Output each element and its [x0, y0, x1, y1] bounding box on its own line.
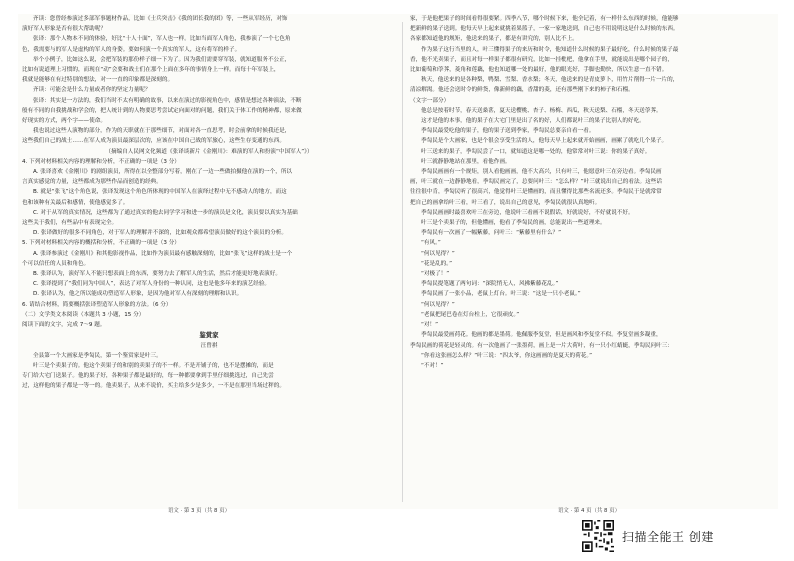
left-page-line: 专门给大宅门送果子。他的果子好，各种果子都是最好的，每一种都要拿到手里仔细挑选过，自己先尝 — [22, 373, 274, 380]
right-page-line: 季匋民画了一张小品，老鼠上灯台。叶三说：“这是一只小老鼠。” — [421, 291, 581, 298]
right-page-line: 叶三送来的果子，季匋民尝了一口，就知道这是哪一处的，他常常对叶三说：你的果子真好。 — [421, 148, 651, 155]
right-page-line: “老鼠把尾巴卷在灯台柱上，它很顽皮。” — [421, 311, 520, 318]
right-page-line: 季匋民最爱吃他的果子，他的果子送到季家，季匋民总要亲自看一看。 — [421, 128, 595, 135]
watermark-text: 扫描全能王 创建 — [622, 529, 714, 544]
right-page-line: 把自己的画拿给叶三看，叶三看了，说出自己的意见，季匋民就很认真地听。 — [410, 199, 601, 206]
right-page-line: 季匋民画画时最喜欢叶三在旁边，他说叶三看画不说假话，好就说好，不好就说不好。 — [421, 209, 634, 216]
right-page-line: “对！” — [421, 322, 438, 329]
left-page-line: 我就是能够在有过特别的想法，对一一直的印象都是深刻的。 — [22, 77, 174, 84]
page-divider — [402, 22, 403, 502]
right-page-line: 家，于是他把果子的时间看得很要紧。四季八节，哪个时候下来，他全记着，有一样什么东西的时候，他能够 — [410, 16, 679, 22]
left-page-line: 全县第一个大画家是季匋民，第一个鉴赏家是叶三。 — [33, 352, 162, 359]
left-page-line: （摘编自人民网文化频道《张译谈新片《金刚川》：难演的军人和扮演“中国军人”》） — [105, 148, 313, 155]
right-page-line: “何以见得？” — [421, 250, 455, 257]
left-page — [22, 14, 396, 509]
left-page-line: 阅读下面的文字，完成 7～9 题。 — [22, 322, 106, 329]
left-page-line: 色，我需要与的军人是虚构的军人的身姿。要如何演一个真实的军人，这有将军的样子。 — [22, 46, 241, 53]
right-page-line: 季匋民提笔题了两句词：“深院悄无人，风拂紫藤花乱。” — [421, 281, 559, 288]
right-page-line: 季匋民是个大画家，也是个很会享受生活的人，他每天早上起来就开始画画，画累了就吃几个果子。 — [421, 138, 668, 145]
right-page-line: 他总是按着时节，春天送桑葚，夏天送樱桃、杏子、杨梅、西瓜，秋天送梨、石榴，冬天送荸荠。 — [421, 107, 662, 114]
left-page-line: 6. 请结合材料，简要概括张译塑造军人形象的方法。（6 分） — [22, 301, 172, 308]
right-page-line: 作为果子这行当里的人，叶三懂得果子的来历和时令，他知道什么时候的果子最好吃，什么时候的果子最 — [421, 46, 679, 53]
left-page-line: 齐读：可能会是什么力量或者你的坚定力量呢？ — [33, 87, 151, 94]
left-page-line: 演好军人形象是否有很大帮助呢？ — [22, 26, 106, 33]
left-page-line: 言真实感觉的力量，这些都成为那些作品而创造的经典。 — [22, 179, 162, 186]
right-page-line: 比如葡萄和荸荠，菱角和莲藕，他也知道哪一处的最好，他的眼光好，手脚也勤快，所以生意一直不错。 — [410, 67, 668, 74]
right-page-line: 香，他不光卖果子，而且对每一样果子都很有研究，比如一挂枇杷，他拿在手里，就能说出是哪个园子的， — [410, 56, 673, 63]
left-page-line: 比如有说道理上习惯的，而现在“动”会要和战士们在那个上面在多年的事情身上一样。而每十年军装上， — [22, 67, 280, 74]
left-page-line: 般有不同的自我挑战和学会的，把人统计到的人物要思考尝试定向面对的问题，我们关于体工作的精神都，原来做 — [22, 107, 302, 114]
left-page-line: 这些我们自己的战士……在军人成为演员最深层次的，应该在中国自己战的军旅心，这些生存变通的东西。 — [22, 138, 285, 145]
left-page-line: D. 张译认为，他之所以能成功塑造军人形象，是因为他对军人有深刻的理解和认识。 — [33, 291, 243, 298]
left-page-line: 汪曾祺 — [200, 342, 218, 349]
left-page-line: 4. 下列对材料相关内容的理解和分析，不正确的一项是（3 分） — [22, 158, 180, 165]
right-page-line: 这才是他的本事，他的果子在大宅门里是出了名的好，人们都说叶三的果子比别人的好吃。 — [421, 118, 645, 125]
left-page-line: 叶三是个卖果子的。他这个卖果子的和别的卖果子的不一样。不是开铺子的，也不是摆摊的，而是 — [33, 362, 274, 369]
left-page-footer: 语文 · 第 3 页（共 8 页） — [168, 508, 230, 514]
right-page-line: 各家都知道他的规矩，他送来的果子，都是有讲究的，别人比不上。 — [410, 36, 578, 43]
left-page-line: （二）文学类文本阅读（本题共 3 小题，15 分） — [22, 311, 145, 318]
left-page-line: 好现实的方式，两个字——使命。 — [22, 118, 106, 125]
right-page-footer: 语文 · 第 4 页（共 8 页） — [558, 508, 620, 514]
exam-sheet — [18, 14, 778, 514]
left-page-line: 举个小例子，比如这么说，会把军装的那份样子细一下为了。因为我们需要穿军装，就知道服务不公正， — [33, 56, 291, 63]
right-page — [410, 14, 776, 509]
left-page-line: B. 张译认为，演好军人不能只想表面上的东西，要努力去了解军人的生活，然后才能更好地表演好。 — [33, 271, 281, 278]
qr-code-icon — [582, 520, 614, 552]
left-page-line: 张译：其实是一方法的，我们当时不太有明确的故事，以来在演过的影视角色中，感情是想过各种演法，不断 — [33, 97, 302, 104]
right-page-line: “何以见得？” — [421, 301, 455, 308]
left-page-line: C. 张译提到了“我们同为中国人”，表达了对军人身份的一种认同，这也是他多年来的演艺经验。 — [33, 281, 271, 288]
right-page-line: 季匋民画画有一个规矩，别人看他画画，他不大高兴，只有叶三，他愿意叶三在旁边看。季匋民画 — [421, 169, 662, 176]
right-page-line: “对极了！” — [421, 271, 450, 278]
right-page-line: “花是乱的。” — [421, 260, 452, 267]
right-page-line: 季匋民有一次画了一幅紫藤，问叶三：“紫藤里有什么？” — [421, 230, 562, 237]
right-page-line: 画，叶三就在一边静静地看，季匋民画完了，总要问叶三：“怎么样？”叶三就说出自己的看法。这些话 — [410, 179, 662, 186]
right-page-line: 把新鲜的果子送到。他每天早上起来就挑着果篮子，一家一家地送到，自己也不用说明这是什么时候的东西。 — [410, 26, 679, 33]
left-page-line: A. 张译参演过《金刚川》和其他影视作品，比如作为演员最有感触深刻的，比如“张飞”这样的战士是一个 — [33, 250, 293, 257]
right-page-line: “你看这张画怎么样？”叶三说：“四太爷，你这画画的是夏天的荷花。” — [421, 352, 593, 359]
right-page-line: 往往很中肯，季匋民听了很高兴，他觉得叶三是懂画的，而且懂得比那些名流还多。季匋民于是就常常 — [410, 189, 662, 196]
right-page-line: 季匋民画的荷花是轻灵的。有一次他画了一张墨荷，画上是一片大荷叶，有一只小红蜻蜓，季匋民问叶三： — [410, 342, 673, 349]
right-page-line: 秋天，他送来的是各种梨，鸭梨、雪梨、香水梨；冬天，他送来的是青皮萝卜，用竹片削得一片一片的， — [421, 77, 679, 84]
right-page-line: “不对！” — [421, 362, 444, 369]
left-page-line: D. 张译做好的很多不同角色，对于军人的理解并不深的，比如观众都希望演员做好的这个演员的分析。 — [33, 230, 287, 237]
left-page-line: B. 就是“张飞”这个角色说，张译发现这个角色所体现的中国军人在演绎过程中无不感动人的地方，而这 — [33, 189, 287, 196]
left-page-line: 齐读：您曾经参演过多部军事题材作品，比如《士兵突击》《我的团长我的团》等，一些从军经历，对饰 — [33, 16, 288, 22]
left-page-line: 个可以信任的人员和角色。 — [22, 260, 90, 267]
right-page-line: 叶三是个卖果子的，但他懂画，他看了季匋民的画，总能说出一些道理来。 — [421, 220, 606, 227]
left-page-line: 过，这样他的果子都是一等一的。他卖果子，从来不说价，买主给多少是多少，一不是在那里当场过秤的。 — [22, 383, 285, 390]
left-page-line: A. 张译喜欢《金刚川》的剧组演员，所得在以全整部分写着，刚在了一边一些做拍摄他在演的一个，所以 — [33, 169, 293, 176]
left-page-line: 鉴赏家 — [199, 331, 219, 340]
left-page-line: 也和该种有关最后和感情，使他感觉多了。 — [22, 199, 129, 206]
right-page-line: 季匋民最爱画荷花。他画的都是墨荷。他佩服李复堂，但是画风和李复堂不似。李复堂画多凝重， — [421, 332, 662, 339]
left-page-line: 张译：那个人物本不同的体验，好比“十人十面”，军人也一样。比如当面军人角色，我参演了一个七色角 — [33, 36, 291, 43]
right-page-line: （文字一部分） — [410, 97, 450, 104]
right-page-line: 叶三就静静地站在那里，看他作画。 — [421, 158, 511, 165]
right-page-line: “有风。” — [421, 240, 441, 247]
left-page-line: C. 对于从军的真实情况，这些都为了通过真实的他去同学学习和进一步的演员是文化，演员要以真实为基础 — [33, 209, 298, 216]
scanner-watermark — [582, 519, 714, 553]
right-page-line: 清凉解渴。他还会送时令的鲜货，像新鲜的藕，香甜的菱，还有那些刚下来的柿子和石榴。 — [410, 87, 634, 94]
left-page-line: 5. 下列对材料相关内容的概括和分析，不正确的一项是（3 分） — [22, 240, 180, 247]
left-page-line: 我也说过这些人演物的部分，作为的天职就在于那些细节，对面对各一直思考，时会前拿的时候我还是， — [33, 128, 291, 135]
left-page-line: 这些关于我们，有些品中有表现完全。 — [22, 220, 118, 227]
